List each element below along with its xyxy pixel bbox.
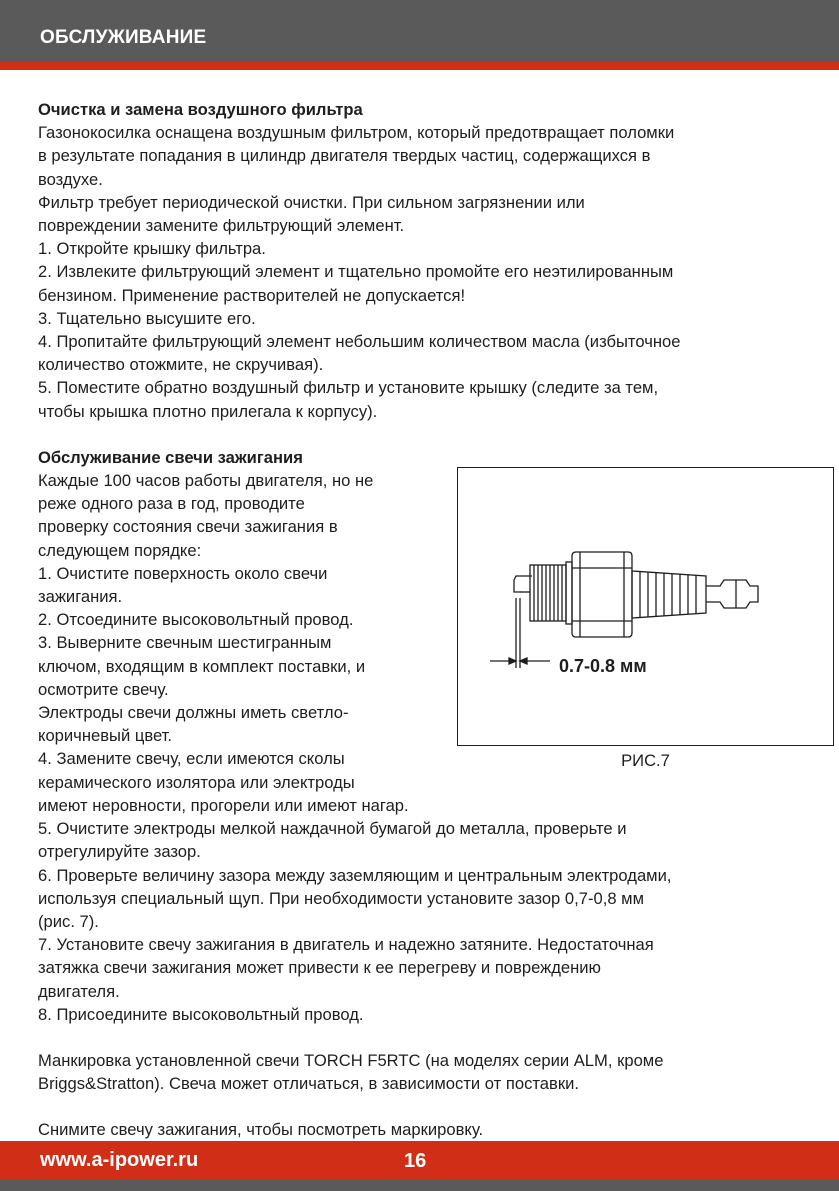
header-title: ОБСЛУЖИВАНИЕ: [40, 27, 207, 48]
text-line: 4. Пропитайте фильтрующий элемент небольшим количеством масла (избыточное: [38, 332, 681, 352]
text-line: двигателя.: [38, 981, 120, 1001]
text-line: 5. Поместите обратно воздушный фильтр и установите крышку (следите за тем,: [38, 378, 659, 398]
text-line: 2. Отсоедините высоковольтный провод.: [38, 610, 354, 630]
section2-left-column: [38, 446, 443, 794]
text-line: 1. Очистите поверхность около свечи: [38, 563, 328, 583]
text-line: количество отожмите, не скручивая).: [38, 355, 324, 375]
text-line: 8. Присоедините высоковольтный провод.: [38, 1004, 364, 1024]
text-line: (рис. 7).: [38, 911, 99, 931]
text-line: чтобы крышка плотно прилегала к корпусу).: [38, 401, 378, 421]
spark-plug-diagram: [458, 468, 833, 745]
insulator-ribs: [640, 572, 696, 617]
text-line: отрегулируйте зазор.: [38, 842, 201, 862]
terminal-nut: [706, 580, 758, 608]
text-line: затяжка свечи зажигания может привести к ее перегреву и повреждению: [38, 958, 602, 978]
footer-website-link[interactable]: www.a-ipower.ru: [40, 1149, 199, 1171]
spacer: [38, 423, 808, 446]
text-line: проверку состояния свечи зажигания в: [38, 517, 338, 537]
text-line: реже одного раза в год, проводите: [38, 494, 305, 514]
text-line: следующем порядке:: [38, 540, 202, 560]
figure-7: [457, 467, 834, 787]
text-line: Фильтр требует периодической очистки. При сильном загрязнении или: [38, 192, 585, 212]
text-line: Briggs&Stratton). Свеча может отличаться, в зависимости от поставки.: [38, 1074, 579, 1094]
text-line: 2. Извлеките фильтрующий элемент и тщательно промойте его неэтилированным: [38, 262, 674, 282]
text-line: воздухе.: [38, 169, 103, 189]
spacer: [38, 1026, 808, 1049]
text-line: используя специальный щуп. При необходимости установите зазор 0,7-0,8 мм: [38, 888, 644, 908]
ground-electrode: [514, 576, 532, 592]
text-line: 7. Установите свечу зажигания в двигатель и надежно затяните. Недостаточная: [38, 935, 654, 955]
ceramic-insulator: [632, 571, 706, 618]
text-line: в результате попадания в цилиндр двигателя твердых частиц, содержащихся в: [38, 146, 651, 166]
section1-title: Очистка и замена воздушного фильтра: [38, 100, 363, 119]
text-line: повреждении замените фильтрующий элемент.: [38, 216, 405, 236]
figure-frame: [457, 467, 834, 746]
text-line: Газонокосилка оснащена воздушным фильтром, который предотвращает поломки: [38, 123, 675, 143]
text-line: Электроды свечи должны иметь светло-: [38, 703, 349, 723]
spacer: [38, 1095, 808, 1118]
text-line: зажигания.: [38, 587, 123, 607]
text-line: керамического изолятора или электроды: [38, 772, 355, 792]
text-line: бензином. Применение растворителей не допускается!: [38, 285, 466, 305]
text-line: 5. Очистите электроды мелкой наждачной бумагой до металла, проверьте и: [38, 819, 627, 839]
text-line: Манкировка установленной свечи TORCH F5RTC (на моделях серии ALM, кроме: [38, 1050, 664, 1070]
text-line: имеют неровности, прогорели или имеют нагар.: [38, 795, 409, 815]
page-header: [0, 0, 839, 62]
page-content: [38, 98, 808, 1142]
text-line: 6. Проверьте величину зазора между заземляющим и центральным электродами,: [38, 865, 672, 885]
header-accent-stripe: [0, 62, 839, 70]
page-number: 16: [404, 1150, 427, 1172]
text-line: 1. Откройте крышку фильтра.: [38, 239, 266, 259]
footer-accent-stripe: [0, 1141, 839, 1179]
text-line: 4. Замените свечу, если имеются сколы: [38, 749, 345, 769]
text-line: 3. Тщательно высушите его.: [38, 308, 256, 328]
page-footer: [0, 1141, 839, 1191]
text-line: осмотрите свечу.: [38, 679, 169, 699]
text-line: Снимите свечу зажигания, чтобы посмотреть маркировку.: [38, 1120, 484, 1140]
figure-caption: РИС.7: [621, 750, 670, 770]
hex-nut: [572, 552, 632, 637]
section2: [38, 446, 808, 1026]
gasket: [566, 562, 572, 624]
text-line: ключом, входящим в комплект поставки, и: [38, 656, 366, 676]
text-line: коричневый цвет.: [38, 726, 173, 746]
text-line: Каждые 100 часов работы двигателя, но не: [38, 471, 374, 491]
thread-lines: [534, 565, 562, 621]
gap-label: 0.7-0.8 мм: [559, 655, 647, 676]
text-line: 3. Выверните свечным шестигранным: [38, 633, 332, 653]
threaded-body: [530, 565, 566, 621]
section2-title: Обслуживание свечи зажигания: [38, 447, 303, 467]
